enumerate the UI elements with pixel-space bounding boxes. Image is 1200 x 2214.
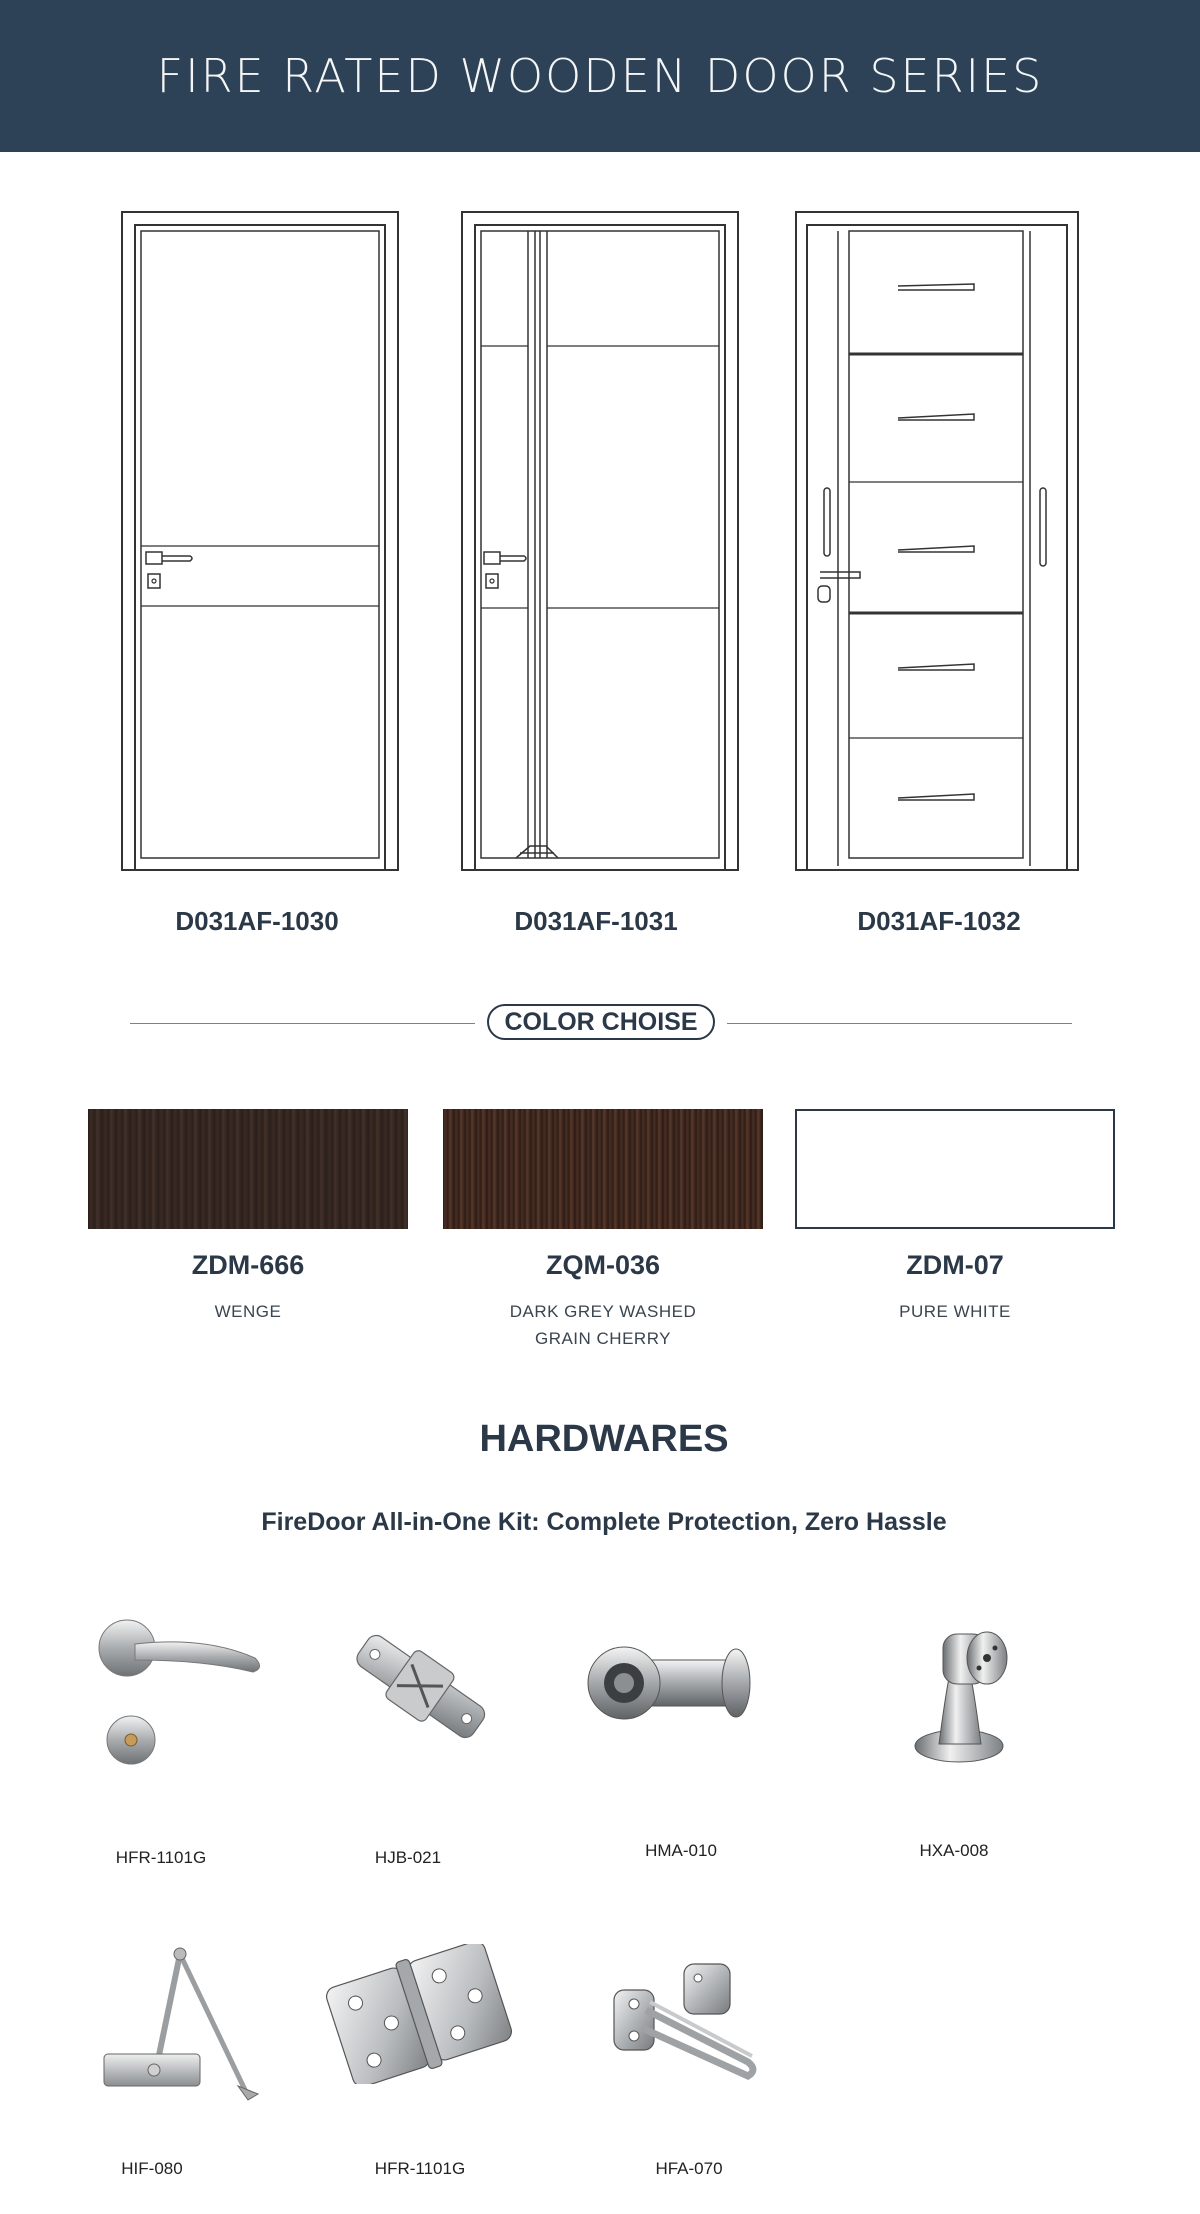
header-banner xyxy=(0,0,1200,152)
color-section-label: COLOR CHOISE xyxy=(487,1004,715,1040)
concealed-hinge-icon xyxy=(330,1612,505,1762)
color-code: ZQM-036 xyxy=(545,1250,661,1280)
door-drawing-1031 xyxy=(458,208,743,874)
hardware-code: HFA-070 xyxy=(655,2159,723,2178)
divider-left xyxy=(130,1023,475,1024)
hardware-code: HJB-021 xyxy=(374,1848,442,1867)
lever-handle-icon xyxy=(95,1618,270,1773)
color-name-line: GRAIN CHERRY xyxy=(534,1329,672,1348)
page-title: FIRE RATED WOODEN DOOR SERIES xyxy=(156,49,1044,103)
butt-hinge-icon xyxy=(322,1944,517,2084)
color-code: ZDM-07 xyxy=(906,1250,1004,1280)
hardware-subtitle: FireDoor All-in-One Kit: Complete Protection, Zero Hassle xyxy=(261,1508,947,1536)
swatch-wenge xyxy=(88,1109,408,1229)
color-name-line: DARK GREY WASHED xyxy=(509,1302,697,1321)
hardware-title: HARDWARES xyxy=(479,1418,729,1460)
door-drawing-1032 xyxy=(794,208,1079,874)
swatch-cherry xyxy=(443,1109,763,1229)
hardware-code: HFR-1101G xyxy=(374,2159,466,2178)
swatch-white xyxy=(795,1109,1115,1229)
color-name xyxy=(443,1298,763,1352)
divider-right xyxy=(727,1023,1072,1024)
hardware-code: HFR-1101G xyxy=(115,1848,207,1867)
color-name-line: PURE WHITE xyxy=(899,1302,1011,1321)
door-code: D031AF-1031 xyxy=(514,906,678,936)
hardware-code: HIF-080 xyxy=(121,2159,183,2178)
color-name-line: WENGE xyxy=(214,1302,282,1321)
hardware-code: HMA-010 xyxy=(645,1841,717,1860)
door-guard-icon xyxy=(602,1944,787,2094)
door-stopper-icon xyxy=(905,1608,1025,1768)
door-closer-icon xyxy=(98,1942,263,2102)
color-code: ZDM-666 xyxy=(191,1250,305,1280)
hardware-code: HXA-008 xyxy=(919,1841,989,1860)
door-code: D031AF-1032 xyxy=(857,906,1021,936)
door-code: D031AF-1030 xyxy=(175,906,339,936)
color-name xyxy=(795,1298,1115,1325)
door-drawing-1030 xyxy=(118,208,403,874)
color-name xyxy=(88,1298,408,1325)
door-viewer-icon xyxy=(586,1630,766,1740)
